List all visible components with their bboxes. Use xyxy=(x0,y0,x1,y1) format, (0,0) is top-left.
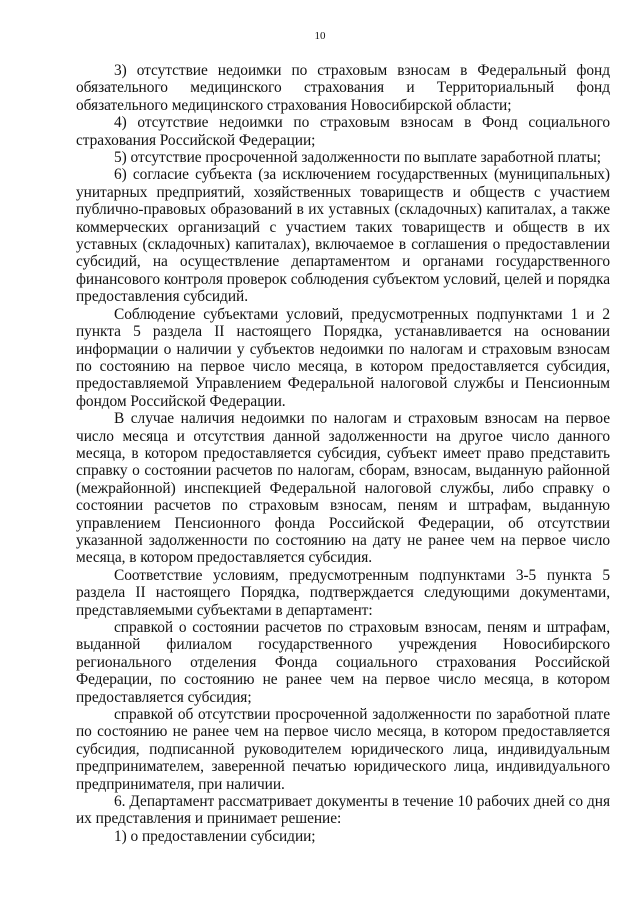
paragraph-compliance-3-5: Соответствие условиям, предусмотренным подпунктами 3-5 пункта 5 раздела II настоящего Порядка, подтверждается следующими документами, представляемыми субъектами в департамент: xyxy=(76,566,610,619)
document-body xyxy=(76,62,610,845)
paragraph-fss-certificate: справкой о состоянии расчетов по страховым взносам, пеням и штрафам, выданной филиалом государственного учреждения Новосибирского регионального отделения Фонда социального страхования Российской Федерации, по состоянию не ранее чем на первое число месяца, в котором предоставляется субсидия; xyxy=(76,619,610,706)
paragraph-compliance-1-2: Соблюдение субъектами условий, предусмотренных подпунктами 1 и 2 пункта 5 раздела II настоящего Порядка, устанавливается на основании информации о наличии у субъектов недоимки по налогам и страховым взносам по состоянию на первое число месяца, в котором предоставляется субсидия, предоставляемой Управлением Федеральной налоговой службы и Пенсионным фондом Российской Федерации. xyxy=(76,305,610,410)
paragraph-item-3: 3) отсутствие недоимки по страховым взносам в Федеральный фонд обязательного медицинского страхования и Территориальный фонд обязательного медицинского страхования Новосибирской области; xyxy=(76,62,610,114)
page-number: 10 xyxy=(314,30,326,42)
paragraph-salary-certificate: справкой об отсутствии просроченной задолженности по заработной плате по состоянию не ранее чем на первое число месяца, в котором предоставляется субсидия, подписанной руководителем юридического лица, индивидуальным предпринимателем, заверенной печатью юридического лица, индивидуального предпринимателя, при наличии. xyxy=(76,706,610,793)
paragraph-arrears-case: В случае наличия недоимки по налогам и страховым взносам на первое число месяца и отсутствия данной задолженности на другое число данного месяца, в котором предоставляется субсидия, субъект имеет право представить справку о состоянии расчетов по налогам, сборам, взносам, выданную районной (межрайонной) инспекцией Федеральной налоговой службы, либо справку о состоянии расчетов по страховым взносам, пеням и штрафам, выданную управлением Пенсионного фонда Российской Федерации, об отсутствии указанной задолженности по состоянию на дату не ранее чем на первое число месяца, в котором предоставляется субсидия. xyxy=(76,410,610,567)
paragraph-decision-1: 1) о предоставлении субсидии; xyxy=(114,827,316,845)
paragraph-item-6: 6) согласие субъекта (за исключением государственных (муниципальных) унитарных предприятий, хозяйственных товариществ и обществ с участием публично-правовых образований в их уставных (складочных) капиталах, а также коммерческих организаций с участием таких товариществ и обществ в их уставных (складочных) капиталах), включаемое в соглашения о предоставлении субсидий, на осуществление департаментом и органами государственного финансового контроля проверок соблюдения субъектом условий, целей и порядка предоставления субсидий. xyxy=(76,166,610,306)
paragraph-section-6: 6. Департамент рассматривает документы в течение 10 рабочих дней со дня их представления и принимает решение: xyxy=(76,793,610,828)
paragraph-item-5: 5) отсутствие просроченной задолженности по выплате заработной платы; xyxy=(114,149,601,167)
paragraph-item-4: 4) отсутствие недоимки по страховым взносам в Фонд социального страхования Российской Федерации; xyxy=(76,114,610,149)
